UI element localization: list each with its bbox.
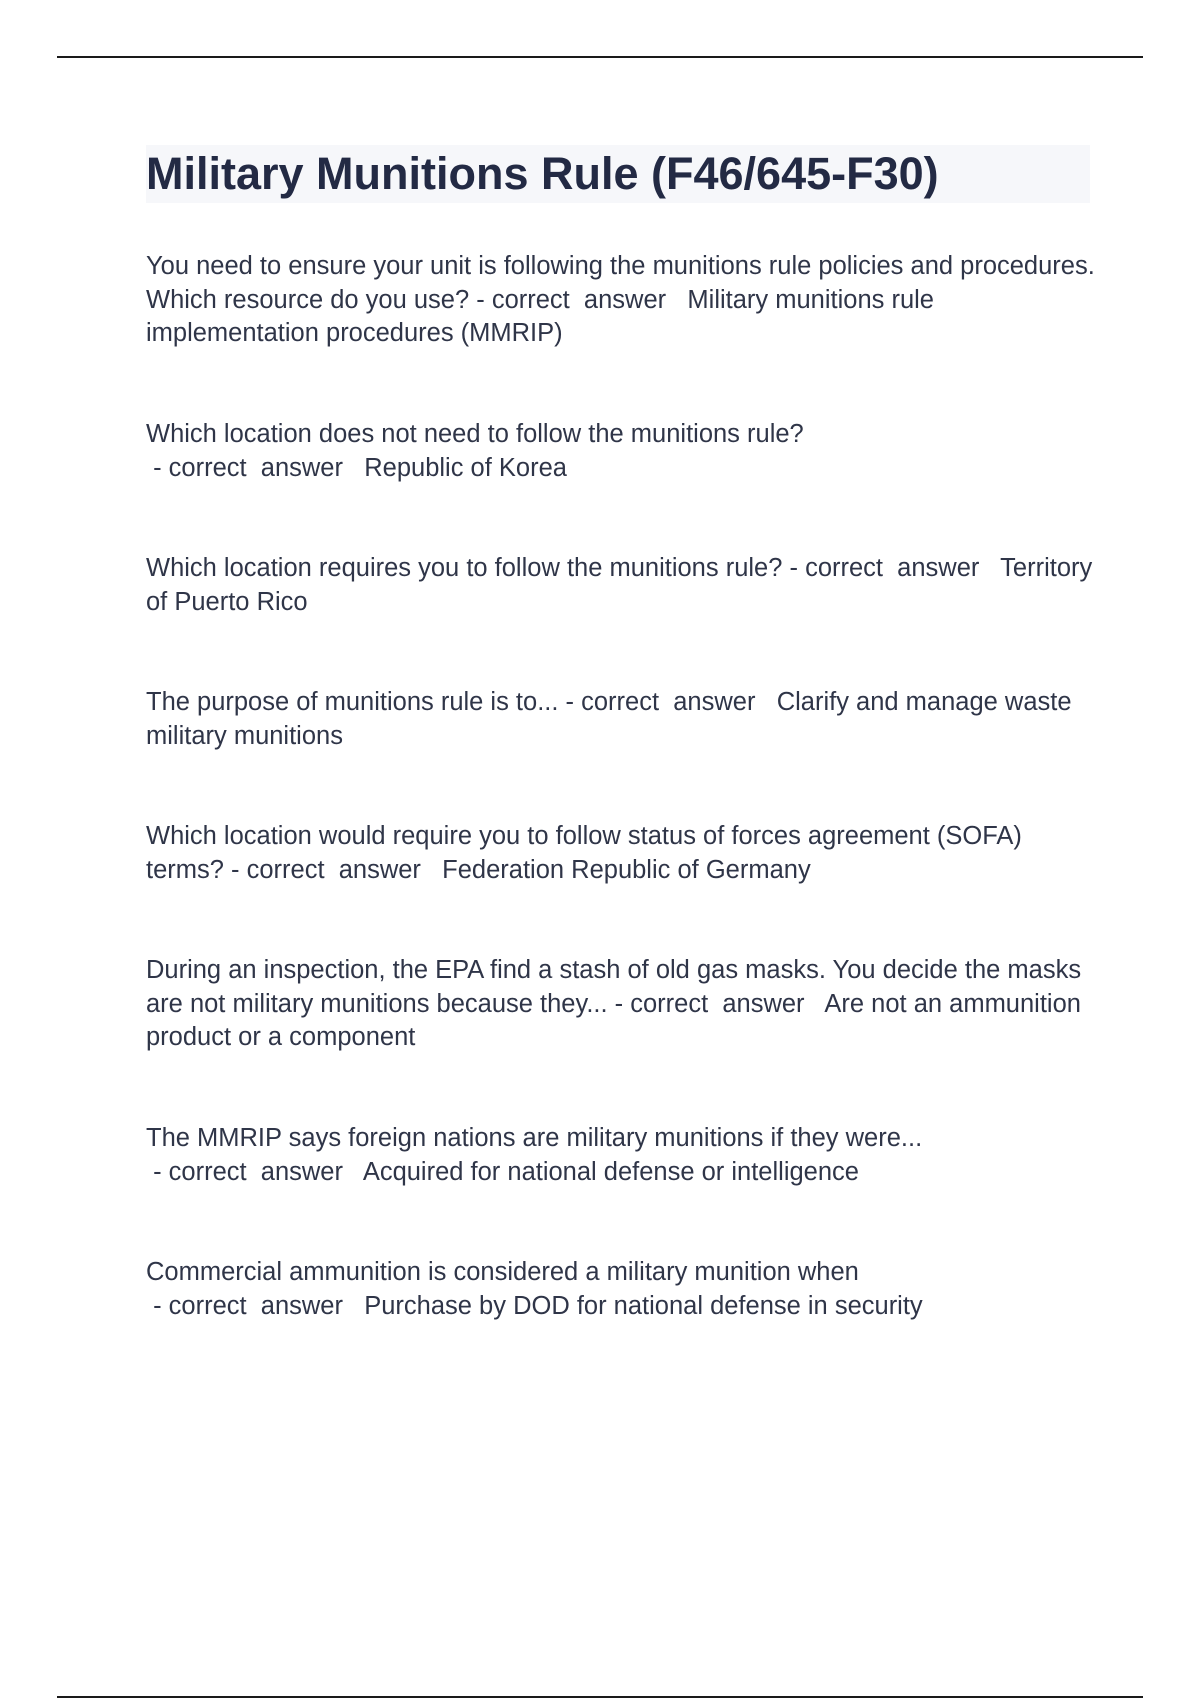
- page-title: Military Munitions Rule (F46/645-F30): [146, 148, 939, 199]
- answer-text: Military munitions rule implementation procedures (MMRIP): [146, 285, 934, 347]
- answer-separator: - correct answer: [223, 855, 443, 884]
- answer-text: Territory of Puerto Rico: [146, 554, 1093, 616]
- qa-item-1: [146, 250, 1096, 351]
- question-text: You need to ensure your unit is following the munitions rule policies and procedures. Which resource do you use?: [146, 252, 1095, 314]
- qa-item-8: [146, 1256, 1096, 1323]
- answer-separator: - correct answer: [558, 688, 777, 716]
- answer-text: Acquired for national defense or intelligence: [362, 1157, 859, 1186]
- answer-separator: - correct answer: [469, 285, 688, 314]
- bottom-divider: [57, 1696, 1143, 1698]
- answer-separator: - correct answer: [607, 989, 825, 1018]
- answer-text: Clarify and manage waste military munitions: [146, 688, 1072, 750]
- answer-text: Purchase by DOD for national defense in security: [364, 1291, 923, 1320]
- question-text: During an inspection, the EPA find a stash of old gas masks. You decide the masks are not military munitions because they...: [146, 956, 1082, 1018]
- answer-text: Federation Republic of Germany: [442, 855, 811, 884]
- question-text: Which location does not need to follow the munitions rule?: [146, 420, 804, 448]
- answer-separator: - correct answer: [146, 1291, 365, 1320]
- answer-separator: - correct answer: [782, 554, 1001, 582]
- qa-item-6: [146, 954, 1096, 1055]
- question-text: The MMRIP says foreign nations are military munitions if they were...: [146, 1124, 923, 1152]
- qa-item-5: [146, 820, 1096, 887]
- qa-item-2: [146, 418, 1096, 485]
- qa-item-7: [146, 1122, 1096, 1189]
- question-text: The purpose of munitions rule is to...: [146, 688, 559, 716]
- answer-text: Republic of Korea: [364, 453, 567, 482]
- answer-separator: - correct answer: [146, 453, 365, 482]
- answer-separator: - correct answer: [146, 1157, 363, 1186]
- qa-item-3: [146, 552, 1096, 619]
- question-text: Commercial ammunition is considered a military munition when: [146, 1258, 859, 1286]
- question-text: Which location requires you to follow the munitions rule?: [146, 554, 783, 582]
- qa-item-4: [146, 686, 1096, 753]
- top-divider: [57, 56, 1143, 58]
- answer-text: Are not an ammunition product or a component: [146, 989, 1081, 1051]
- question-text: Which location would require you to follow status of forces agreement (SOFA) terms?: [146, 822, 1022, 884]
